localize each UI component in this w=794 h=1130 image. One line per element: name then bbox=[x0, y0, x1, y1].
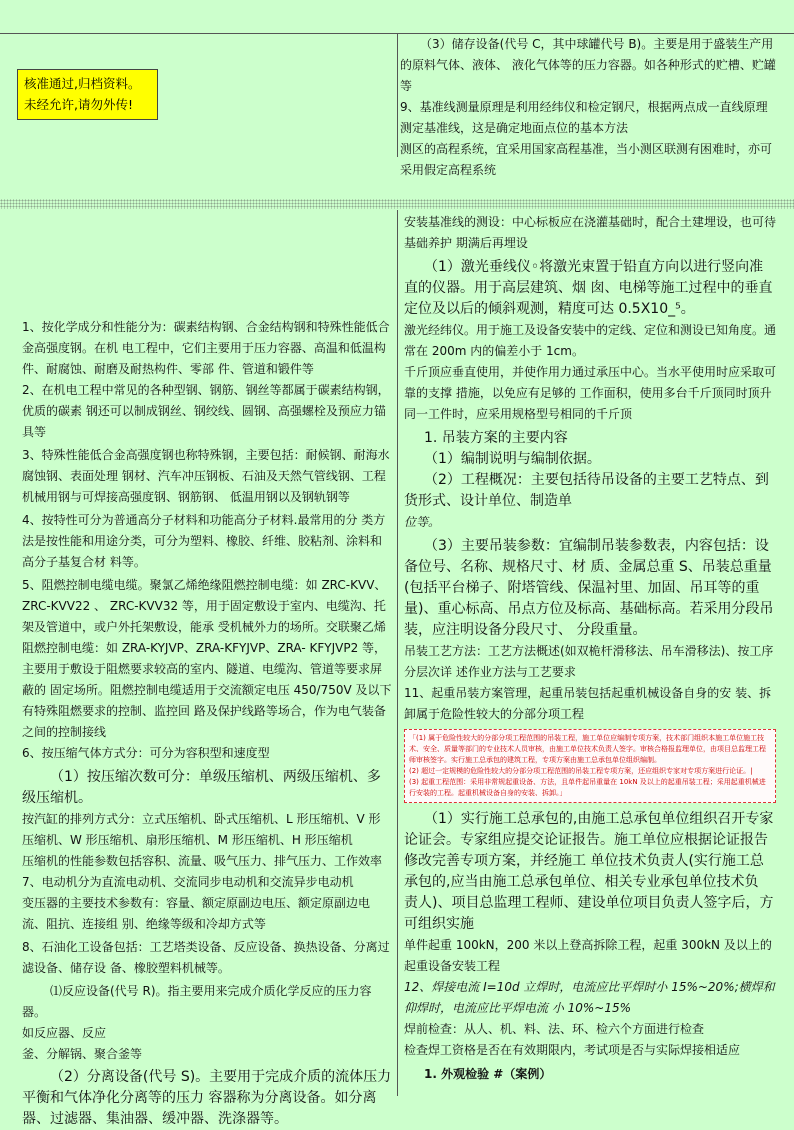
paragraph: （1）激光垂线仪◦将激光束置于铅直方向以进行竖向准直的仪器。用于高层建筑、烟 囱、电梯等施工过程中的垂直定位及以后的倾斜观测，精度可达 0.5X10_⁵。 bbox=[404, 259, 773, 317]
paragraph: （1）按压缩次数可分：单级压缩机、两级压缩机、多级压缩机。 bbox=[22, 769, 381, 806]
excerpt-line: 「(1) 属于危险性较大的分部分项工程范围的吊装工程，施工单位应编制专项方案，技术部门组织本施工单位施工技术、安全、质量等部门的专业技术人员审核，由施工单位技术负责人签字。审核合格报监理单位，由项目总监理工程师审核签字。实行施工总承包的建筑工程，专项方案由施工总承包单位组织编制。 bbox=[409, 734, 766, 764]
paragraph: 11、起重吊装方案管理，起重吊装包括起重机械设备自身的安 装、拆卸属于危险性较大的分部分项工程 bbox=[404, 686, 772, 721]
stamp-line-2: 未经允许,请勿外传! bbox=[24, 97, 133, 112]
paragraph: （2）工程概况：主要包括待吊设备的主要工艺特点、到货形式、设计单位、制造单 bbox=[404, 472, 769, 509]
paragraph: （1）编制说明与编制依据。 bbox=[424, 451, 601, 467]
paragraph: 3、特殊性能低合金高强度钢也称特殊钢，主要包括：耐候钢、耐海水腐蚀钢、表面处理 钢材、汽车冲压钢板、石油及天然气管线钢、工程机械用钢与可焊接高强度钢、钢筋钢、 低温用钢以及钢轨钢等 bbox=[22, 448, 390, 504]
heading: 1. 吊装方案的主要内容 bbox=[424, 430, 568, 446]
paragraph: 12、焊接电流 I=10d 立焊时，电流应比平焊时小 15%~20%;横焊和仰焊时，电流应比平焊电流 小 10%~15% bbox=[404, 980, 775, 1015]
paragraph: 变压器的主要技术参数有：容量、额定原副边电压、额定原副边电流、阻抗、连接组 别、绝缘等级和冷却方式等 bbox=[22, 896, 371, 931]
paragraph: 8、石油化工设备包括：工艺塔类设备、反应设备、换热设备、分离过滤设备、储存设 备、橡胶塑料机械等。 bbox=[22, 940, 390, 975]
heading: 1. 外观检验 #（案例） bbox=[424, 1067, 552, 1081]
paragraph: 测区的高程系统，宜采用国家高程基准，当小测区联测有困难时，亦可采用假定高程系统 bbox=[400, 142, 773, 177]
paragraph: 釜、分解锅、聚合釜等 bbox=[22, 1047, 143, 1061]
paragraph: 1、按化学成分和性能分为：碳素结构钢、合金结构钢和特殊性能低合金高强度钢。在机 电工程中，它们主要用于压力容器、高温和低温构件、耐腐蚀、耐磨及耐热构件、零部 件、管道和锻件等 bbox=[22, 320, 390, 376]
paragraph: 4、按特性可分为普通高分子材料和功能高分子材料.最常用的分 类方法是按性能和用途分类，可分为塑料、橡胶、纤维、胶粘剂、涂料和高分子基复合材 料等。 bbox=[22, 513, 386, 569]
right-column bbox=[404, 212, 776, 1085]
top-right-column bbox=[400, 34, 778, 181]
left-column bbox=[22, 317, 392, 1130]
paragraph: 6、按压缩气体方式分：可分为容积型和速度型 bbox=[22, 746, 270, 760]
paragraph: （3）主要吊装参数：宜编制吊装参数表，内容包括：设备位号、名称、规格尺寸、材 质、金属总重 S、吊装总重量(包括平台梯子、附塔管线、保温衬里、加固、吊耳等的重 量)、重心标高、吊点方位及标高、基础标高。若采用分段吊装，应注明设备分段尺寸、 分段重量。 bbox=[404, 538, 774, 638]
paragraph: 压缩机的性能参数包括容积、流量、吸气压力、排气压力、工作效率 bbox=[22, 854, 383, 868]
paragraph: （3）储存设备(代号 C，其中球罐代号 B)。主要是用于盛装生产用的原料气体、液体、 液化气体等的压力容器。如各种形式的贮槽、贮罐等 bbox=[400, 37, 776, 93]
excerpt-line: (3) 起重工程范围：采用非常规起重设备、方法，且单件起吊重量在 10kN 及以上的起重吊装工程；采用起重机械进行安装的工程。起重机械设备自身的安装、拆卸。」 bbox=[409, 778, 766, 797]
paragraph: （1）实行施工总承包的,由施工总承包单位组织召开专家论证会。专家组应提交论证报告。施工单位应根据论证报告修改完善专项方案，并经施工 单位技术负责人(实行施工总承包的,应当由施工总承包单位、相关专业承包单位技术负 责人)、项目总监理工程师、建设单位项目负责人签字后，方可组织实施 bbox=[404, 811, 774, 932]
paragraph: 单件起重 100kN，200 米以上登高拆除工程，起重 300kN 及以上的起重设备安装工程 bbox=[404, 938, 772, 973]
paragraph: 检查焊工资格是否在有效期限内，考试项是否与实际焊接相适应 bbox=[404, 1043, 741, 1057]
paragraph: 5、阻燃控制电缆电缆。聚氯乙烯绝缘阻燃控制电缆：如 ZRC-KVV、ZRC-KVV22 、 ZRC-KVV32 等，用于固定敷设于室内、电缆沟、托架及管道中，或户外托架敷设，能承 受机械外力的场所。交联聚乙烯阻燃控制电缆：如 ZRA-KYJVP、ZRA-KFYJVP、ZRA- KFYJVP2 等，主要用于敷设于阻燃要求较高的室内、隧道、电缆沟、管道等要求屏蔽的 固定场所。阻燃控制电缆适用于交流额定电压 450/750V 及以下有特殊阻燃要求的控制、监控回 路及保护线路等场合，作为电气装备之间的控制接线 bbox=[22, 578, 392, 739]
paragraph: 如反应器、反应 bbox=[22, 1026, 107, 1040]
column-divider-bottom bbox=[397, 210, 398, 1096]
column-divider-top bbox=[397, 33, 398, 157]
approval-stamp bbox=[17, 69, 158, 120]
quoted-excerpt-box bbox=[404, 729, 776, 803]
paragraph: 位等。 bbox=[404, 515, 441, 529]
paragraph: 9、基准线测量原理是利用经纬仪和检定钢尺，根据两点成一直线原理测定基准线，这是确定地面点位的基本方法 bbox=[400, 100, 768, 135]
paragraph: 焊前检查：从人、机、料、法、环、检六个方面进行检查 bbox=[404, 1022, 705, 1036]
paragraph: 千斤顶应垂直使用，并使作用力通过承压中心。当水平使用时应采取可靠的支撑 措施，以免应有足够的 工作面积，使用多台千斤顶同时顶升同一工件时，应采用规格型号相同的千斤顶 bbox=[404, 365, 777, 421]
stamp-line-1: 核准通过,归档资料。 bbox=[24, 76, 141, 91]
paragraph: ⑴反应设备(代号 R)。指主要用来完成介质化学反应的压力容器。 bbox=[22, 984, 372, 1019]
paragraph: 按汽缸的排列方式分：立式压缩机、卧式压缩机、L 形压缩机、V 形压缩机、W 形压缩机、扇形压缩机、M 形压缩机、H 形压缩机 bbox=[22, 812, 381, 847]
paragraph: 吊装工艺方法：工艺方法概述(如双桅杆滑移法、吊车滑移法)、按工序分层次详 述作业方法与工艺要求 bbox=[404, 644, 774, 679]
paragraph: 7、电动机分为直流电动机、交流同步电动机和交流异步电动机 bbox=[22, 875, 354, 889]
paragraph: 2、在机电工程中常见的各种型钢、钢筋、钢丝等都属于碳素结构钢，优质的碳素 钢还可以制成钢丝、钢绞线、圆钢、高强螺栓及预应力锚具等 bbox=[22, 383, 390, 439]
paragraph: （2）分离设备(代号 S)。主要用于完成介质的流体压力平衡和气体净化分离等的压力 容器称为分离设备。如分离器、过滤器、集油器、缓冲器、洗涤器等。 bbox=[22, 1069, 392, 1127]
section-separator bbox=[0, 199, 794, 209]
paragraph: 激光经纬仪。用于施工及设备安装中的定线、定位和测设已知角度。通常在 200m 内的偏差小于 1cm。 bbox=[404, 323, 777, 358]
paragraph: 安装基准线的测设：中心标板应在浇灌基础时，配合土建埋设，也可待基础养护 期满后再埋设 bbox=[404, 215, 777, 250]
excerpt-line: (2) 超过一定规模的危险性较大的分部分项工程范围的吊装工程专项方案，还应组织专家对专项方案进行论证。| bbox=[409, 767, 753, 775]
